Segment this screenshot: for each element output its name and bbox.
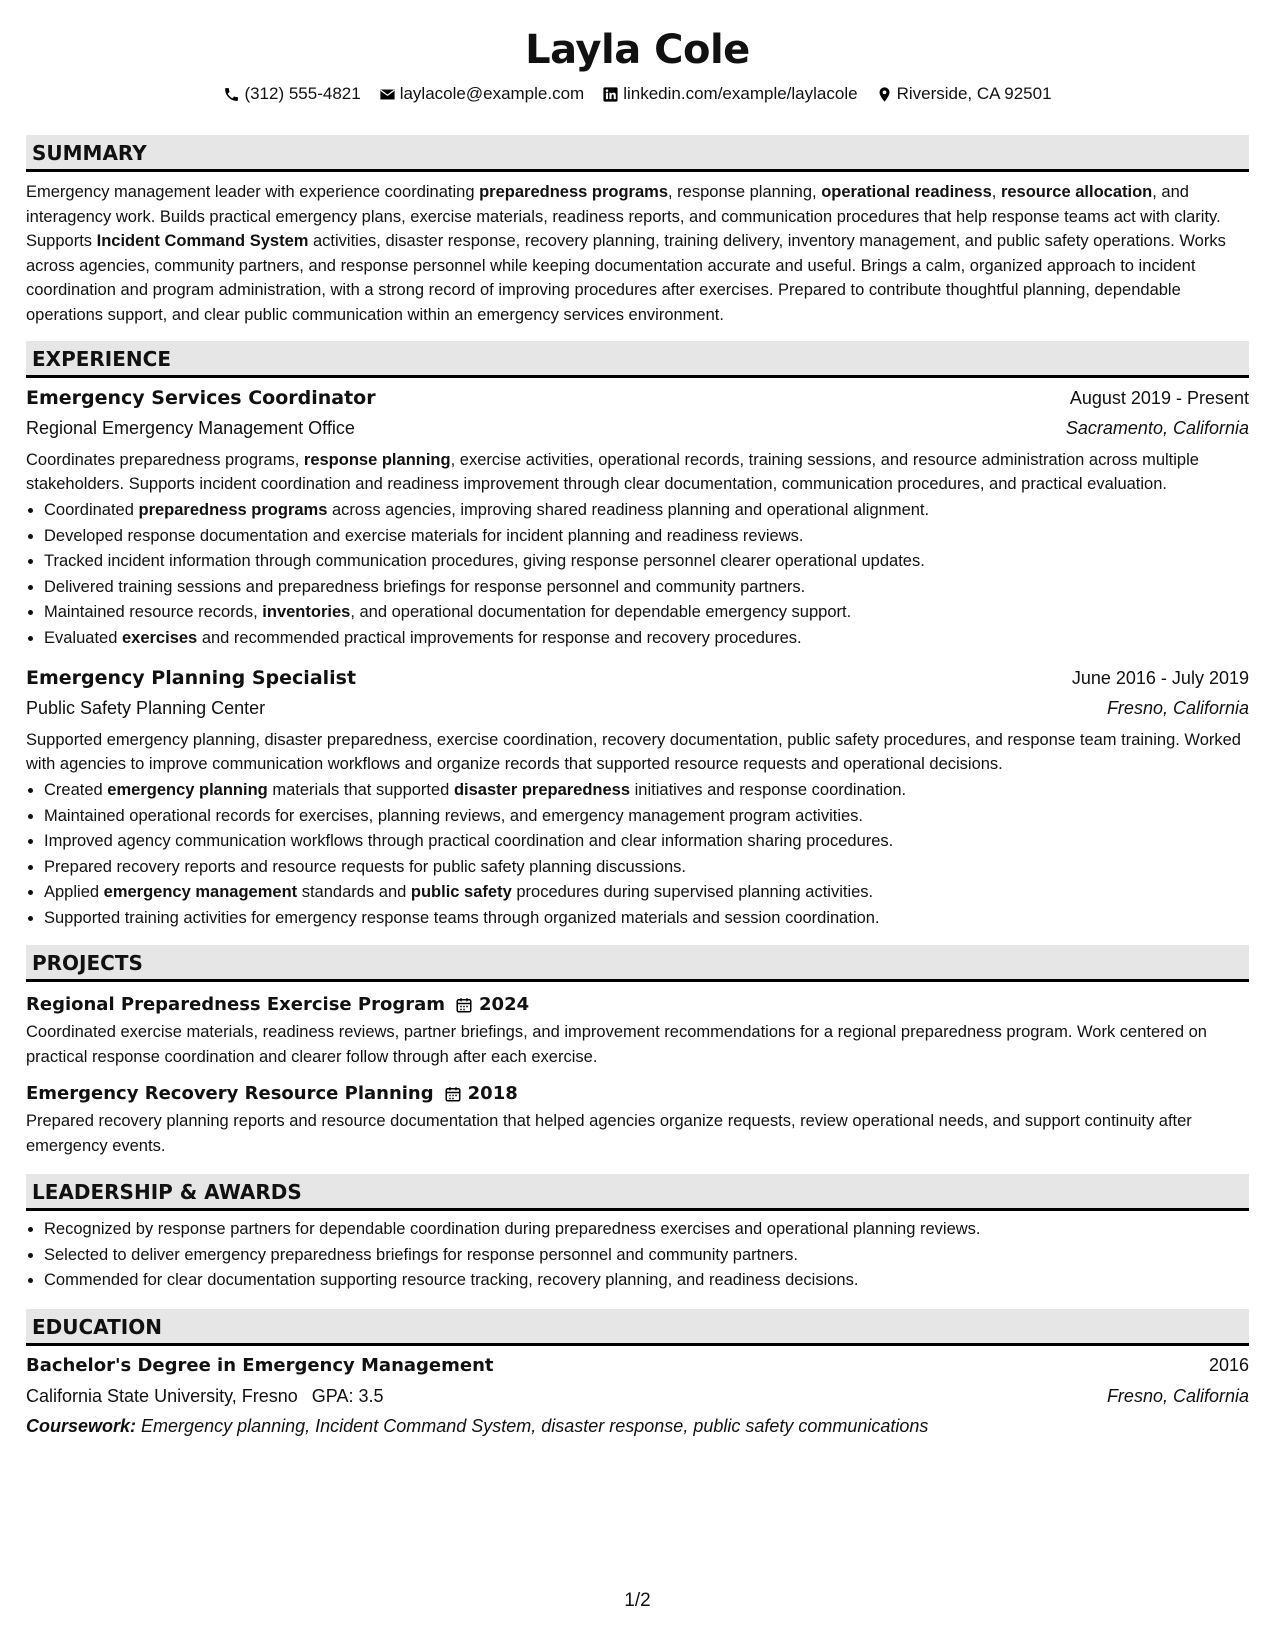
section-heading: SUMMARY (26, 135, 1249, 172)
leadership-section (26, 1174, 1249, 1294)
job-bullets (26, 778, 1249, 931)
job-entry (26, 383, 1249, 651)
bullet-item: • Supported training activities for emergency response teams through organized materials and session coordination. (44, 906, 1249, 932)
coursework-text: Emergency planning, Incident Command System, disaster response, public safety communications (141, 1415, 929, 1436)
bullet-item: • Created emergency planning materials that supported disaster preparedness initiatives and response coordination. (44, 778, 1249, 804)
bullet-item: • Prepared recovery reports and resource requests for public safety planning discussions. (44, 855, 1249, 881)
job-dates: August 2019 - Present (1069, 388, 1249, 408)
phone-text: (312) 555-4821 (244, 84, 361, 103)
project-entry (26, 990, 1249, 1069)
bullet-item: • Applied emergency management standards and public safety procedures during supervised planning activities. (44, 880, 1249, 906)
calendar-icon (455, 996, 473, 1014)
project-description: Coordinated exercise materials, readiness reviews, partner briefings, and improvement recommendations for a regional preparedness program. Work centered on practical response coordination and clearer follow through after each exercise. (26, 1023, 1207, 1066)
school-location: Fresno, California (1106, 1385, 1249, 1406)
job-title: Emergency Planning Specialist (26, 667, 357, 689)
bullet-item: • Maintained resource records, inventories, and operational documentation for dependable emergency support. (44, 600, 1249, 626)
calendar-icon (444, 1085, 462, 1103)
gpa: GPA: 3.5 (311, 1385, 384, 1406)
project-title: Regional Preparedness Exercise Program (26, 994, 446, 1015)
section-heading: EXPERIENCE (26, 341, 1249, 378)
contact-bar (26, 83, 1249, 105)
job-location: Fresno, California (1106, 698, 1249, 718)
map-pin-icon (876, 86, 893, 103)
section-heading: LEADERSHIP & AWARDS (26, 1174, 1249, 1211)
linkedin-text[interactable]: linkedin.com/example/laylacole (623, 84, 858, 103)
summary-text: Emergency management leader with experience coordinating preparedness programs, response planning, operational readiness, resource allocation, and interagency work. Builds practical emergency plans, exercise materials, readiness reports, and communication procedures that help response teams act with clarity. Supports Incident Command System activities, disaster response, recovery planning, training delivery, inventory management, and public safety operations. Works across agencies, community partners, and response personnel while keeping documentation accurate and useful. Brings a calm, organized approach to incident coordination and program administration, with a strong record of improving procedures after exercises. Prepared to contribute thoughtful planning, dependable operations support, and clear public communication within an emergency services environment. (26, 183, 1226, 324)
job-location: Sacramento, California (1065, 418, 1249, 438)
summary-section (26, 135, 1249, 327)
bullet-item: • Improved agency communication workflows through practical coordination and clear information sharing procedures. (44, 829, 1249, 855)
coursework-label: Coursework: (26, 1415, 137, 1436)
project-year: 2024 (479, 994, 530, 1015)
section-heading: EDUCATION (26, 1309, 1249, 1346)
project-title: Emergency Recovery Resource Planning (26, 1083, 434, 1104)
job-organization: Regional Emergency Management Office (26, 418, 355, 438)
bullet-item: • Tracked incident information through communication procedures, giving response personnel clearer operational updates. (44, 549, 1249, 575)
bullet-item: • Evaluated exercises and recommended practical improvements for response and recovery procedures. (44, 626, 1249, 652)
job-entry (26, 663, 1249, 931)
phone-icon (223, 86, 240, 103)
section-heading: PROJECTS (26, 945, 1249, 982)
candidate-name: Layla Cole (525, 27, 750, 73)
job-description: Coordinates preparedness programs, response planning, exercise activities, operational records, training sessions, and resource administration across multiple stakeholders. Supports incident coordination and readiness improvement through clear documentation, communication procedures, and practical evaluation. (26, 451, 1199, 493)
school-name: California State University, Fresno (26, 1385, 298, 1406)
experience-section (26, 341, 1249, 931)
list-item: • Recognized by response partners for dependable coordination during preparedness exercises and operational planning reviews. (44, 1217, 1249, 1243)
location-text: Riverside, CA 92501 (896, 84, 1052, 103)
job-dates: June 2016 - July 2019 (1071, 668, 1249, 688)
contact-linkedin[interactable] (602, 83, 857, 105)
degree-year: 2016 (1208, 1354, 1249, 1375)
bullet-item: • Coordinated preparedness programs across agencies, improving shared readiness planning and operational alignment. (44, 498, 1249, 524)
project-entry (26, 1079, 1249, 1158)
envelope-icon (379, 86, 396, 103)
project-year: 2018 (467, 1083, 518, 1104)
degree-title: Bachelor's Degree in Emergency Management (26, 1354, 494, 1376)
email-text[interactable]: laylacole@example.com (399, 84, 585, 103)
bullet-item: • Maintained operational records for exercises, planning reviews, and emergency management program activities. (44, 804, 1249, 830)
list-item: • Selected to deliver emergency preparedness briefings for response personnel and community partners. (44, 1243, 1249, 1269)
contact-phone (223, 83, 360, 105)
job-title: Emergency Services Coordinator (26, 387, 376, 409)
coursework (26, 1411, 1249, 1441)
leadership-bullets (26, 1217, 1249, 1294)
job-description: Supported emergency planning, disaster preparedness, exercise coordination, recovery documentation, public safety procedures, and response team training. Worked with agencies to improve communication workflows and organize records that supported resource requests and operational decisions. (26, 731, 1241, 773)
linkedin-icon (602, 86, 619, 103)
project-description: Prepared recovery planning reports and resource documentation that helped agencies organize requests, review operational needs, and support continuity after emergency events. (26, 1112, 1192, 1155)
job-bullets (26, 498, 1249, 651)
projects-section (26, 945, 1249, 1158)
contact-location (876, 83, 1052, 105)
contact-email[interactable] (379, 83, 585, 105)
job-organization: Public Safety Planning Center (26, 698, 266, 718)
page-number: 1/2 (624, 1590, 651, 1611)
list-item: • Commended for clear documentation supporting resource tracking, recovery planning, and readiness decisions. (44, 1268, 1249, 1294)
resume-page (26, 0, 1249, 1441)
bullet-item: • Delivered training sessions and preparedness briefings for response personnel and community partners. (44, 575, 1249, 601)
education-section (26, 1309, 1249, 1441)
bullet-item: • Developed response documentation and exercise materials for incident planning and readiness reviews. (44, 524, 1249, 550)
